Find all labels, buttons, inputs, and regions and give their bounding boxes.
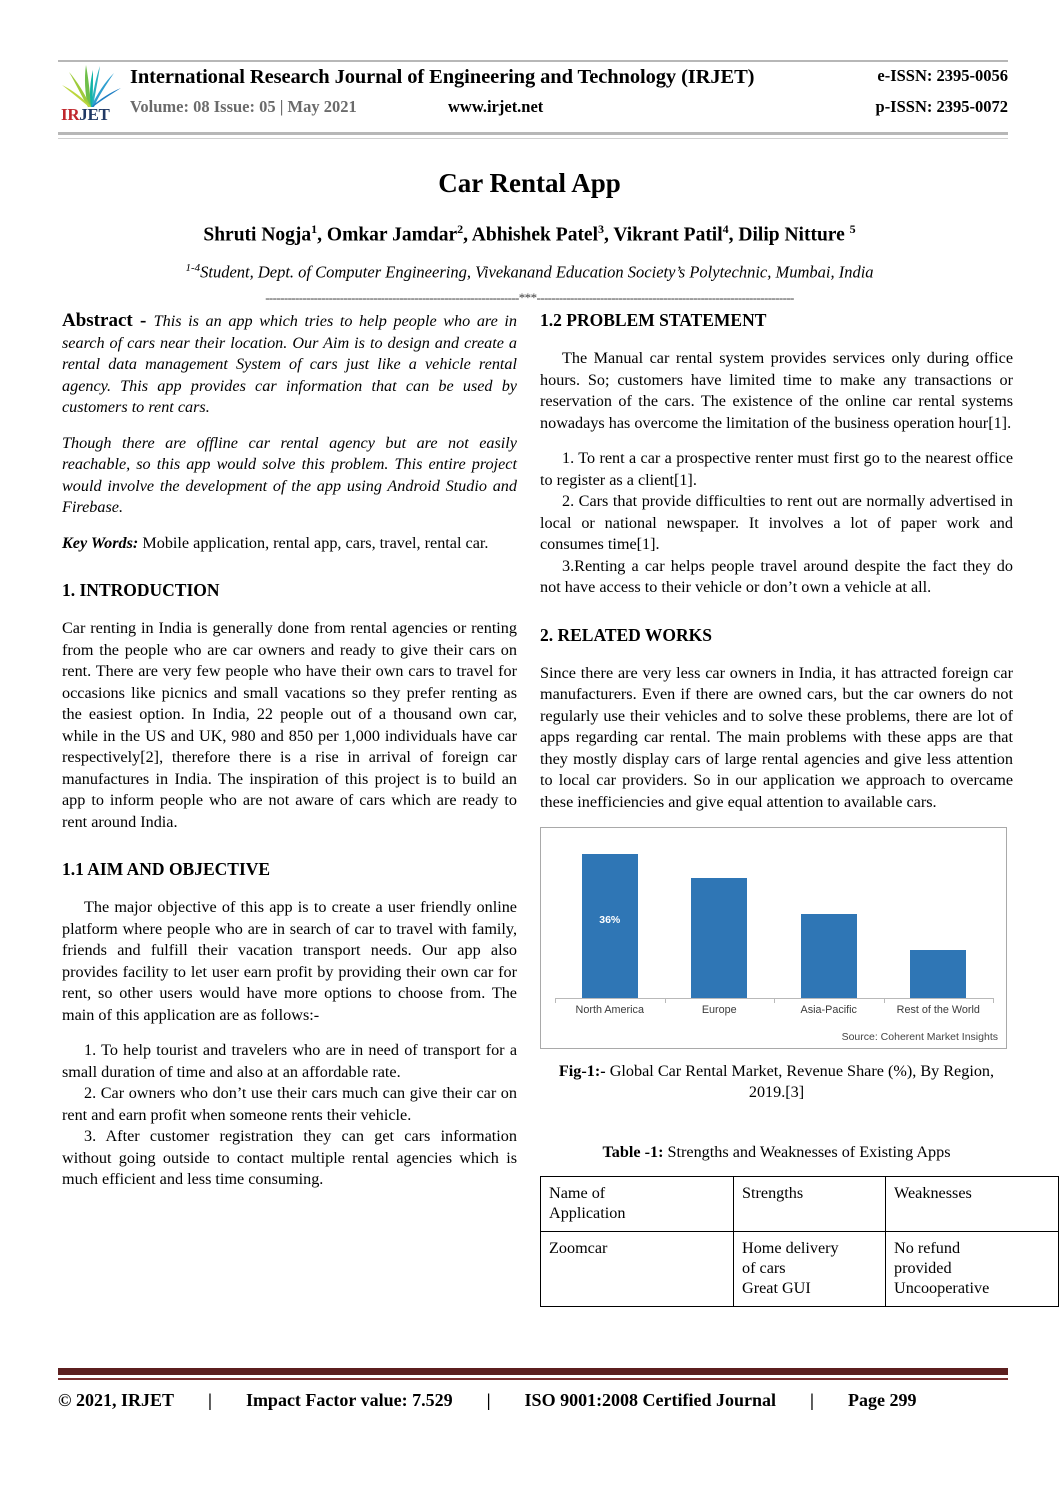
author-list: Shruti Nogja$^1$, Omkar Jamdar$^2$, Abhishek Patel$^3$, Vikrant Patil$^4$, Dilip Nitture $^5$ xyxy=(203,222,856,246)
existing-apps-table xyxy=(540,1176,1059,1307)
table-header-row xyxy=(541,1177,1059,1232)
chart-axis-tick xyxy=(884,998,885,1003)
table-cell xyxy=(886,1232,1059,1307)
abstract-paragraph-1 xyxy=(62,310,517,419)
chart-source-note: Source: Coherent Market Insights xyxy=(841,1031,998,1043)
chart-axis-tick xyxy=(555,998,556,1003)
footer-separator-1: | xyxy=(207,1390,212,1410)
table-header-cell xyxy=(734,1177,886,1232)
problem-list-item-3: 3.Renting a car helps people travel around despite the fact they do not have access to their vehicle or don’t own a vehicle at all. xyxy=(540,556,1013,596)
abstract-label: Abstract - xyxy=(62,310,154,331)
problem-list-item-2: 2. Cars that provide difficulties to rent out are normally advertised in local or national newspaper. It involves a lot of paper work and consumes time[1]. xyxy=(540,492,1013,553)
header-rule-top xyxy=(58,60,1008,62)
chart-axis-tick xyxy=(665,998,666,1003)
chart-bar-value-label: 36% xyxy=(599,914,621,926)
logo-fan-icon xyxy=(60,62,122,108)
p-issn: p-ISSN: 2395-0072 xyxy=(875,97,1008,116)
introduction-paragraph: Car renting in India is generally done from rental agencies or renting from the people who are car owners and ready to give their cars on rent. There are very few people who have their own cars to travel for occasions like picnics and small vacations so they prefer renting as the easiest option. In India, 22 people out of a thousand own car, while in the US and UK, 980 and 850 per 1,000 individuals have car respectively[2], therefore there is a rise in arrival of foreign car manufactures in India. The inspiration of this project is to build an app to inform people who are not aware of cars which are ready to rent around India. xyxy=(62,619,517,831)
table-row xyxy=(541,1232,1059,1307)
section-heading-introduction: 1. INTRODUCTION xyxy=(62,580,220,600)
chart-category-label: Rest of the World xyxy=(896,1004,980,1016)
figure-1-caption xyxy=(540,1061,1013,1103)
footer-bar xyxy=(58,1368,1008,1375)
footer-copyright: © 2021, IRJET xyxy=(58,1390,174,1410)
journal-website[interactable]: www.irjet.net xyxy=(448,97,544,116)
table-cell xyxy=(734,1232,886,1307)
footer-impact-factor: Impact Factor value: 7.529 xyxy=(245,1390,453,1410)
chart-plot-area xyxy=(555,838,996,998)
table-cell-line: provided xyxy=(894,1259,952,1277)
footer-separator-2: | xyxy=(486,1390,491,1410)
aim-paragraph: The major objective of this app is to create a user friendly online platform where people who are in search of car to travel with family, friends and fulfill their vacation transport needs. Our app also provides facility to let user earn profit by providing their own car for rent, so other users would have more options to choose from. The main of this application are as follows:- xyxy=(62,898,517,1024)
chart-category-label: Asia-Pacific xyxy=(800,1004,857,1016)
volume-issue-line: Volume: 08 Issue: 05 | May 2021 xyxy=(130,97,357,116)
table-1-caption xyxy=(540,1143,1013,1162)
figure-1-chart xyxy=(540,827,1007,1049)
figure-1-label: Fig-1:- xyxy=(558,1062,606,1080)
table-1-caption-text: Strengths and Weaknesses of Existing Apps xyxy=(663,1143,951,1161)
header-rule-bottom xyxy=(58,132,1008,135)
footer-bar-thin xyxy=(58,1378,1008,1380)
footer-separator-3: | xyxy=(810,1390,815,1410)
chart-bar xyxy=(910,950,966,998)
section-heading-related-works: 2. RELATED WORKS xyxy=(540,624,712,645)
related-works-paragraph: Since there are very less car owners in India, it has attracted foreign car manufacturers. Even if there are owned cars, but the car owners do not regularly use their vehicles and to solve these problems, there are lot of apps regarding car rental. The main problems with these apps are that they mostly display cars of large rental agencies and give less attention to local car providers. So in our application we approach to overcame these inefficiencies and give equal attention to available cars. xyxy=(540,663,1013,811)
page-header xyxy=(58,60,1008,134)
section-heading-problem-statement: 1.2 PROBLEM STATEMENT xyxy=(540,310,767,330)
table-cell-line: Application xyxy=(549,1204,626,1222)
chart-axis-tick xyxy=(774,998,775,1003)
affiliation: $^{1-4}$Student, Dept. of Computer Engineering, Vivekanand Education Society’s Polytechnic, Mumbai, India xyxy=(185,262,874,282)
page-title: Car Rental App xyxy=(438,168,621,198)
problem-paragraph: The Manual car rental system provides services only during office hours. So; customers have limited time to make any transactions or reservation of the cars. The existence of the online car rental systems nowadays has overcome the limitation of the business operation hour[1]. xyxy=(540,349,1013,432)
irjet-logo xyxy=(60,62,122,130)
keywords-paragraph xyxy=(62,533,517,555)
table-header-cell xyxy=(886,1177,1059,1232)
figure-1-caption-text: Global Car Rental Market, Revenue Share (%), By Region, 2019.[3] xyxy=(605,1062,995,1101)
logo-jet-text: JET xyxy=(79,105,110,124)
table-cell-line: No refund xyxy=(894,1239,961,1257)
table-1-label: Table -1: xyxy=(602,1143,664,1161)
chart-bar xyxy=(691,878,747,998)
table-cell-line: Weaknesses xyxy=(894,1184,972,1202)
aim-list-item-1: 1. To help tourist and travelers who are in need of transport for a small duration of time and also at an affordable rate. xyxy=(62,1041,517,1081)
keywords-text: Mobile application, rental app, cars, travel, rental car. xyxy=(138,533,489,552)
aim-list-item-2: 2. Car owners who don’t use their cars much can give their car on rent and earn profit when someone rents their vehicle. xyxy=(62,1084,517,1124)
footer-text xyxy=(58,1390,1008,1411)
abstract-paragraph-2: Though there are offline car rental agency but are not easily reachable, so this app would solve this problem. This entire project would involve the development of the app using Android Studio and Firebase. xyxy=(62,433,517,516)
abstract-text-1: This is an app which tries to help people who are in search of cars near their location. Our Aim is to design and create a rental data management System of cars just like a vehicle rental agency. This app provides car information that can be used by customers to rent cars. xyxy=(62,312,517,416)
table-cell-line: Great GUI xyxy=(742,1279,811,1297)
logo-ir-text: IR xyxy=(61,105,80,124)
section-heading-aim-objective: 1.1 AIM AND OBJECTIVE xyxy=(62,859,271,879)
aim-list-item-3: 3. After customer registration they can get cars information without going outside to contact multiple rental agencies which is much efficient and less time consuming. xyxy=(62,1127,517,1188)
header-rule-bottom-thin xyxy=(58,138,1008,139)
journal-title: International Research Journal of Engineering and Technology (IRJET) xyxy=(130,66,755,88)
right-column xyxy=(540,310,1013,1307)
left-column xyxy=(62,310,517,1191)
title-separator: --------------------------------------------------------------------***--------------------------------------------------------------------- xyxy=(265,290,794,305)
table-cell-line: Name of xyxy=(549,1184,606,1202)
table-cell-line: Uncooperative xyxy=(894,1279,990,1297)
chart-category-label: Europe xyxy=(701,1004,737,1016)
keywords-label: Key Words: xyxy=(62,533,139,552)
footer-certification: ISO 9001:2008 Certified Journal xyxy=(524,1390,777,1410)
problem-list-item-1: 1. To rent a car a prospective renter must first go to the nearest office to register as a client[1]. xyxy=(540,449,1013,489)
chart-axis-tick xyxy=(993,998,994,1003)
table-cell-line: Zoomcar xyxy=(549,1239,608,1257)
table-cell-line: Strengths xyxy=(742,1184,804,1202)
chart-category-label: North America xyxy=(575,1004,644,1016)
e-issn: e-ISSN: 2395-0056 xyxy=(877,66,1008,85)
table-header-cell xyxy=(541,1177,734,1232)
table-cell-line: Home delivery xyxy=(742,1239,839,1257)
chart-bar xyxy=(801,914,857,998)
table-cell xyxy=(541,1232,734,1307)
footer-page-number: Page 299 xyxy=(848,1390,917,1410)
table-cell-line: of cars xyxy=(742,1259,786,1277)
logo-wordmark xyxy=(61,106,110,124)
chart-bar xyxy=(582,854,638,998)
